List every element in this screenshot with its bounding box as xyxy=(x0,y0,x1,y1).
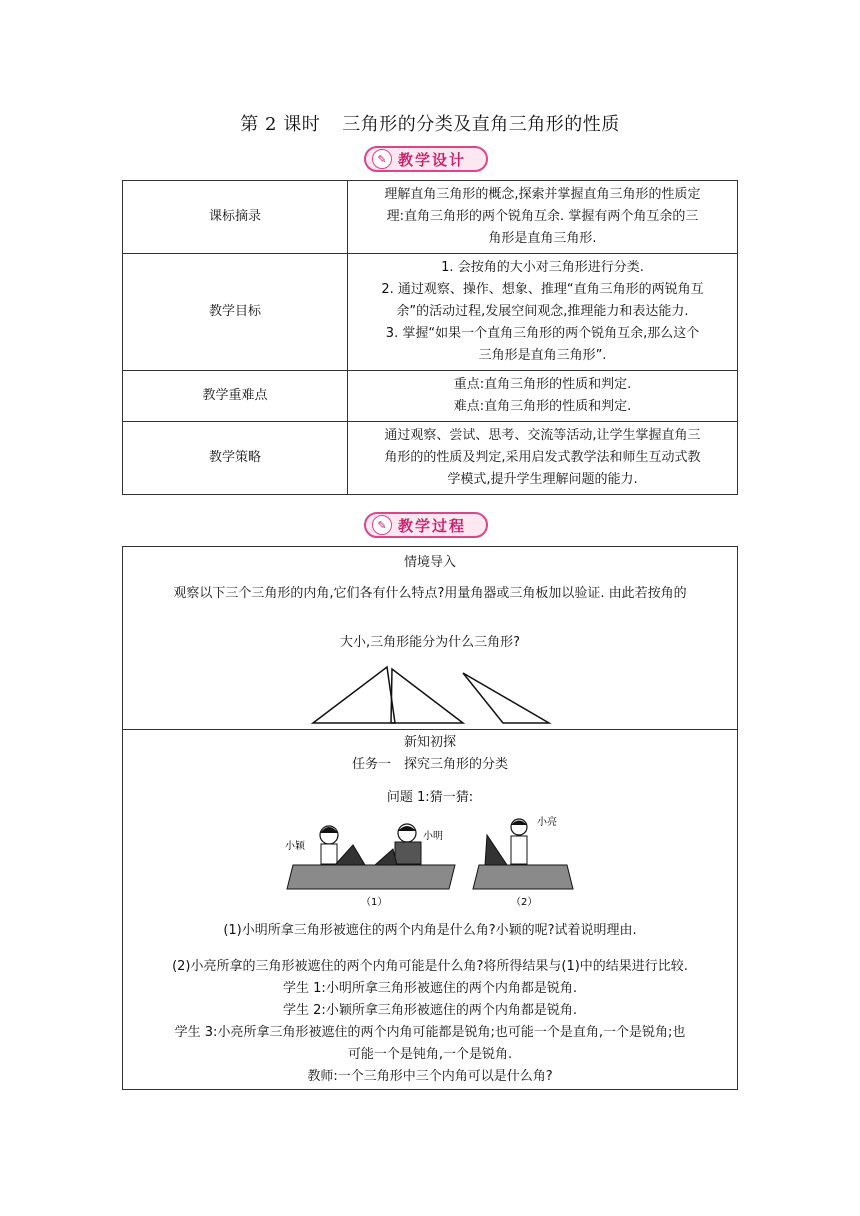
value-line: 通过观察、尝试、思考、交流等活动,让学生掌握直角三 xyxy=(384,428,701,443)
table-row xyxy=(123,181,738,254)
lesson-topic: 三角形的分类及直角三角形的性质 xyxy=(342,114,620,135)
question-1: (1)小明所拿三角形被遮住的两个内角是什么角?小颖的呢?试着说明理由. xyxy=(223,923,637,938)
triangles-figure xyxy=(303,665,553,727)
lesson-info-table xyxy=(122,180,738,495)
value-line: 角形是直角三角形. xyxy=(488,231,597,246)
page-title xyxy=(0,110,860,136)
row-key: 课标摘录 xyxy=(123,181,348,254)
task-title: 任务一 探究三角形的分类 xyxy=(351,757,508,772)
teacher-question: 教师:一个三角形中三个内角可以是什么角? xyxy=(307,1069,553,1084)
intro-text-line2: 大小,三角形能分为什么三角形? xyxy=(339,635,521,650)
student-1-answer: 学生 1:小明所拿三角形被遮住的两个内角都是锐角. xyxy=(283,981,577,996)
label-xiaoying: 小颖 xyxy=(285,841,305,852)
value-line: 角形的的性质及判定,采用启发式教学法和师生互动式教 xyxy=(384,450,701,465)
row-key: 教学策略 xyxy=(123,422,348,495)
process-banner xyxy=(364,512,488,538)
row-value xyxy=(348,371,738,422)
teaching-process-box xyxy=(122,546,738,1090)
table-row xyxy=(123,254,738,371)
xiaoying-triangle xyxy=(335,845,365,865)
desk-2 xyxy=(473,865,573,889)
lesson-number: 第 2 课时 xyxy=(240,114,321,135)
label-xiaoliang: 小亮 xyxy=(537,817,557,828)
design-banner-label: 教学设计 xyxy=(398,150,467,169)
value-line: 重点:直角三角形的性质和判定. xyxy=(453,377,632,392)
obtuse-triangle xyxy=(463,673,549,723)
student-3-answer-line1: 学生 3:小亮所拿三角形被遮住的两个内角可能都是锐角;也可能一个是直角,一个是锐角;也 xyxy=(174,1025,686,1040)
intro-heading: 情境导入 xyxy=(403,555,456,570)
value-line: 学模式,提升学生理解问题的能力. xyxy=(447,472,638,487)
badge-icon: ✎ xyxy=(372,149,392,169)
value-line: 难点:直角三角形的性质和判定. xyxy=(453,399,632,414)
acute-triangle xyxy=(313,667,395,723)
row-value xyxy=(348,181,738,254)
question-2: (2)小亮所拿的三角形被遮住的两个内角可能是什么角?将所得结果与(1)中的结果进行比较. xyxy=(172,959,688,974)
right-triangle xyxy=(391,669,463,723)
value-line: 理解直角三角形的概念,探索并掌握直角三角形的性质定 xyxy=(384,187,701,202)
value-line: 1. 会按角的大小对三角形进行分类. xyxy=(441,260,644,275)
process-banner-label: 教学过程 xyxy=(398,516,467,535)
design-banner xyxy=(364,146,488,172)
value-line: 余”的活动过程,发展空间观念,推理能力和表达能力. xyxy=(396,304,689,319)
intro-text-line1: 观察以下三个三角形的内角,它们各有什么特点?用量角器或三角板加以验证. 由此若按角的 xyxy=(173,586,687,601)
students-figure xyxy=(281,813,581,909)
value-line: 2. 通过观察、操作、想象、推理“直角三角形的两锐角互 xyxy=(381,282,704,297)
row-value xyxy=(348,422,738,495)
xiaoliang-body xyxy=(511,836,527,864)
label-fig2: （2） xyxy=(511,897,538,908)
row-value xyxy=(348,254,738,371)
xiaoming-triangle xyxy=(375,849,397,865)
xiaoying-body xyxy=(321,844,337,864)
section-divider xyxy=(123,729,737,730)
desk-1 xyxy=(287,865,455,889)
new-knowledge-heading: 新知初探 xyxy=(403,735,456,750)
label-fig1: （1） xyxy=(361,897,388,908)
value-line: 理:直角三角形的两个锐角互余. 掌握有两个角互余的三 xyxy=(386,209,699,224)
table-row xyxy=(123,422,738,495)
label-xiaoming: 小明 xyxy=(423,831,443,842)
xiaoming-body xyxy=(395,842,421,864)
badge-icon: ✎ xyxy=(372,515,392,535)
xiaoliang-triangle xyxy=(485,835,507,865)
value-line: 3. 掌握“如果一个直角三角形的两个锐角互余,那么这个 xyxy=(385,326,700,341)
row-key: 教学目标 xyxy=(123,254,348,371)
student-2-answer: 学生 2:小颖所拿三角形被遮住的两个内角都是锐角. xyxy=(283,1003,577,1018)
table-row xyxy=(123,371,738,422)
row-key: 教学重难点 xyxy=(123,371,348,422)
question-title: 问题 1:猜一猜: xyxy=(386,790,474,805)
student-3-answer-line2: 可能一个是钝角,一个是锐角. xyxy=(347,1047,513,1062)
value-line: 三角形是直角三角形”. xyxy=(478,348,607,363)
